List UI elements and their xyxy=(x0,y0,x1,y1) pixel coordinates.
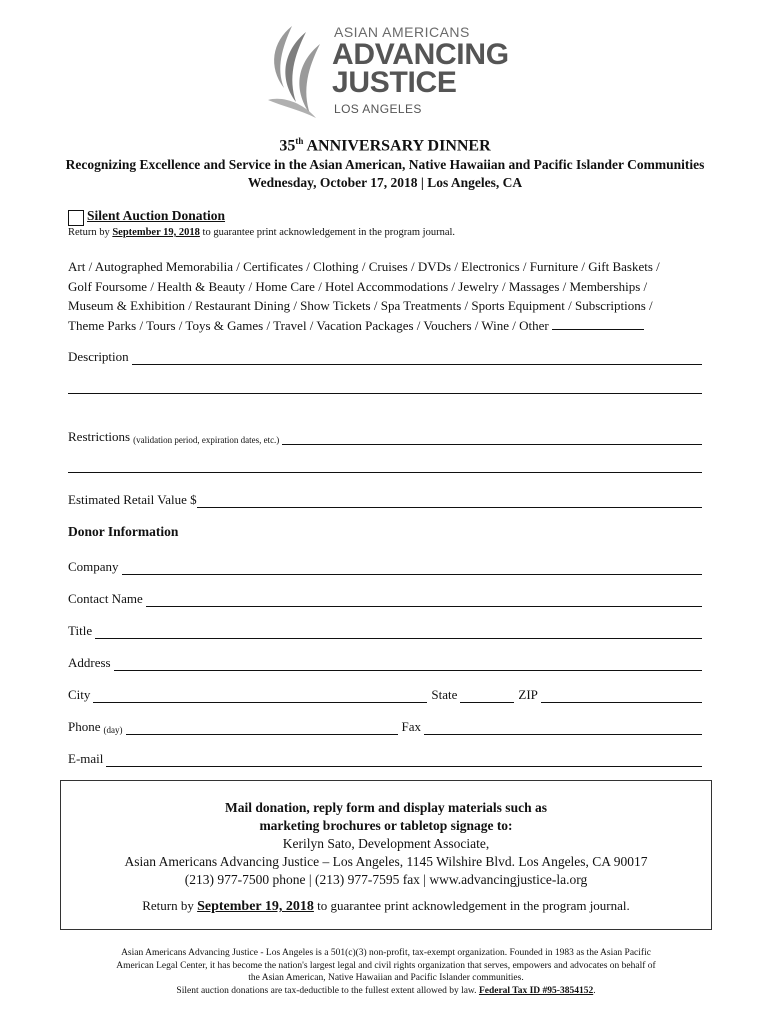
return-suffix: to guarantee print acknowledgement in the program journal. xyxy=(199,227,456,238)
category-line-3: Museum & Exhibition / Restaurant Dining / Show Tickets / Spa Treatments / Sports Equipment / Subscriptions / xyxy=(68,298,653,313)
mail-line-2: marketing brochures or tabletop signage to: xyxy=(259,818,513,833)
retail-value-field[interactable] xyxy=(197,493,702,508)
mail-return-date: September 19, 2018 xyxy=(197,899,314,914)
logo-line-2: ADVANCING xyxy=(332,38,509,71)
restrictions-label: Restrictions xyxy=(68,429,131,444)
restrictions-field-line-2[interactable] xyxy=(68,472,702,473)
description-field-line-2[interactable] xyxy=(68,393,702,394)
category-line-2: Golf Foursome / Health & Beauty / Home Care / Hotel Accommodations / Jewelry / Massages / Memberships / xyxy=(68,278,648,294)
mail-phone-fax-web: (213) 977-7500 phone | (213) 977-7595 fax | www.advancingjustice-la.org xyxy=(184,872,588,887)
logo-line-3: JUSTICE xyxy=(332,66,457,99)
email-label: E-mail xyxy=(68,751,104,766)
return-date: September 19, 2018 xyxy=(112,227,200,238)
donor-info-heading: Donor Information xyxy=(68,524,179,539)
silent-auction-checkbox[interactable] xyxy=(68,210,84,226)
footer-line-4 xyxy=(60,985,712,998)
description-field[interactable] xyxy=(132,350,702,365)
category-line-4 xyxy=(68,316,718,336)
company-row xyxy=(68,557,702,575)
return-note xyxy=(68,227,455,238)
state-field[interactable] xyxy=(460,688,514,703)
mail-contact-name: Kerilyn Sato, Development Associate, xyxy=(282,836,490,851)
event-date-line: Wednesday, October 17, 2018 | Los Angeles, CA xyxy=(247,175,523,190)
email-field[interactable] xyxy=(106,752,702,767)
city-state-zip-row xyxy=(68,685,702,703)
logo-line-4: LOS ANGELES xyxy=(334,102,422,116)
mail-address: Asian Americans Advancing Justice – Los Angeles, 1145 Wilshire Blvd. Los Angeles, CA 90017 xyxy=(124,854,648,869)
footer-line-3: the Asian American, Native Hawaiian and Pacific Islander communities. xyxy=(248,973,524,983)
flame-mark-icon xyxy=(262,22,332,122)
description-label: Description xyxy=(68,349,129,364)
footer-period: . xyxy=(593,985,596,996)
address-label: Address xyxy=(68,655,111,670)
title-rest: ANNIVERSARY DINNER xyxy=(303,137,491,155)
footer-line-2: American Legal Center, it has become the nation's largest legal and civil rights organization that serves, empowers and advocates on behalf of xyxy=(116,960,656,971)
return-prefix: Return by xyxy=(68,227,113,238)
address-row xyxy=(68,653,702,671)
address-field[interactable] xyxy=(114,656,702,671)
restrictions-field[interactable] xyxy=(282,430,702,445)
fax-field[interactable] xyxy=(424,720,702,735)
category-list xyxy=(68,257,718,335)
title-field[interactable] xyxy=(95,624,702,639)
email-row xyxy=(68,749,702,767)
title-row xyxy=(68,621,702,639)
category-line-4-text: Theme Parks / Tours / Toys & Games / Travel / Vacation Packages / Vouchers / Wine / Other xyxy=(68,317,553,333)
phone-field[interactable] xyxy=(126,720,398,735)
contact-name-field[interactable] xyxy=(146,592,702,607)
phone-fax-row xyxy=(68,717,702,735)
city-field[interactable] xyxy=(93,688,427,703)
mail-return-note xyxy=(61,897,711,916)
company-label: Company xyxy=(68,559,119,574)
restrictions-note: (validation period, expiration dates, etc.) xyxy=(133,435,280,445)
phone-note: (day) xyxy=(103,725,123,735)
other-category-field[interactable] xyxy=(552,317,644,330)
title-ordinal: th xyxy=(295,136,304,146)
silent-auction-label: Silent Auction Donation xyxy=(87,208,226,223)
state-label: State xyxy=(431,687,458,702)
mailing-instructions-box xyxy=(60,780,712,930)
page-title xyxy=(0,136,770,155)
zip-label: ZIP xyxy=(518,687,538,702)
federal-tax-id: Federal Tax ID #95-3854152 xyxy=(478,985,594,996)
category-line-1: Art / Autographed Memorabilia / Certificates / Clothing / Cruises / DVDs / Electronics / Furniture / Gift Baskets / xyxy=(68,259,660,274)
retail-value-row xyxy=(68,490,702,508)
city-label: City xyxy=(68,687,91,702)
title-label: Title xyxy=(68,623,93,638)
fax-label: Fax xyxy=(401,719,421,734)
footer-disclaimer xyxy=(60,947,712,997)
aaaj-logo xyxy=(262,22,522,122)
contact-name-label: Contact Name xyxy=(68,591,143,606)
subtitle: Recognizing Excellence and Service in the Asian American, Native Hawaiian and Pacific Islander Communities xyxy=(65,157,705,172)
mail-return-prefix: Return by xyxy=(142,898,198,913)
description-row xyxy=(68,347,702,365)
footer-tax-note: Silent auction donations are tax-deductible to the fullest extent allowed by law. xyxy=(176,985,479,996)
footer-line-1: Asian Americans Advancing Justice - Los Angeles is a 501(c)(3) non-profit, tax-exempt organization. Founded in 1983 as the Asian Pacific xyxy=(121,948,651,958)
contact-name-row xyxy=(68,589,702,607)
logo-line-1: ASIAN AMERICANS xyxy=(334,24,470,40)
company-field[interactable] xyxy=(122,560,702,575)
mail-return-suffix: to guarantee print acknowledgement in the program journal. xyxy=(313,898,630,913)
title-number: 35 xyxy=(279,137,296,155)
mail-line-1: Mail donation, reply form and display materials such as xyxy=(225,800,547,815)
zip-field[interactable] xyxy=(541,688,702,703)
restrictions-row xyxy=(68,427,702,445)
retail-value-label: Estimated Retail Value $ xyxy=(68,492,197,507)
phone-label: Phone xyxy=(68,719,101,734)
